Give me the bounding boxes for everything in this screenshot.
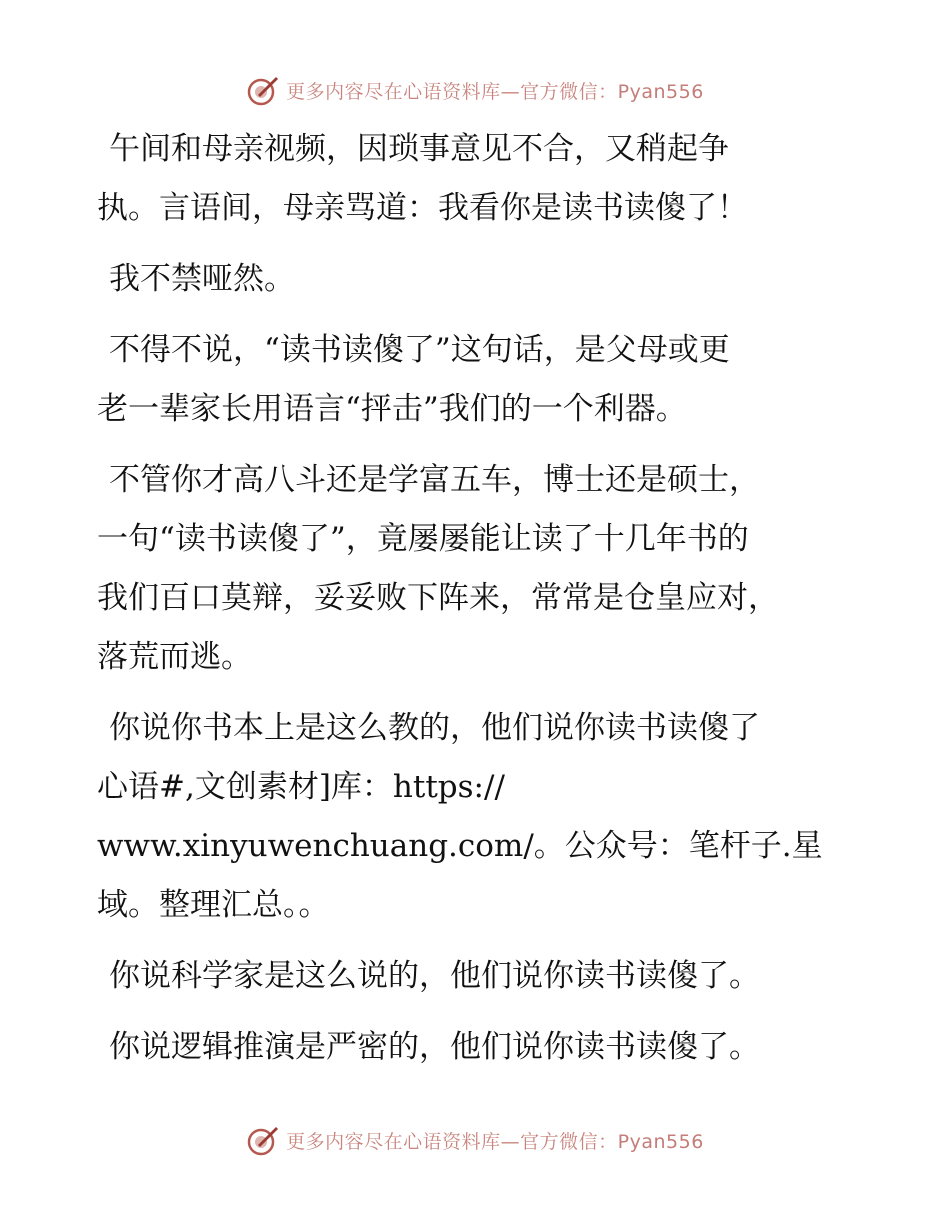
text-line: www.xinyuwenchuang.com/。公众号：笔杆子.星 xyxy=(97,828,823,864)
header-watermark xyxy=(0,70,950,110)
text-line: 老一辈家长用语言“抨击”我们的一个利器。 xyxy=(97,391,687,427)
text-line: 心语#,文创素材]库：https:// xyxy=(97,769,505,805)
paragraph xyxy=(97,699,867,935)
text-line: 不得不说，“读书读傻了”这句话，是父母或更 xyxy=(109,332,730,368)
text-line: 一句“读书读傻了”，竟屡屡能让读了十几年书的 xyxy=(97,521,749,557)
banner-text: 更多内容尽在心语资料库—官方微信： xyxy=(286,80,618,103)
document-body xyxy=(97,120,867,1089)
paragraph xyxy=(97,1018,867,1077)
wechat-id: Pyan556 xyxy=(617,1130,704,1153)
text-line: 我们百口莫辩，妥妥败下阵来，常常是仓皇应对， xyxy=(97,580,779,616)
banner-text: 更多内容尽在心语资料库—官方微信： xyxy=(286,1130,618,1153)
text-line: 午间和母亲视频，因琐事意见不合，又稍起争 xyxy=(109,131,729,167)
text-line: 落荒而逃。 xyxy=(97,639,252,675)
text-line: 执。言语间，母亲骂道：我看你是读书读傻了！ xyxy=(97,190,748,226)
paragraph xyxy=(97,250,867,309)
text-line: 我不禁哑然。 xyxy=(109,261,295,297)
footer-watermark xyxy=(0,1120,950,1160)
paragraph xyxy=(97,120,867,238)
text-line: 域。整理汇总。。 xyxy=(97,887,330,923)
paragraph xyxy=(97,947,867,1006)
text-line: 你说你书本上是这么教的，他们说你读书读傻了 xyxy=(109,710,760,746)
wechat-id: Pyan556 xyxy=(617,80,704,103)
text-line: 不管你才高八斗还是学富五车，博士还是硕士， xyxy=(109,462,760,498)
quill-seal-icon xyxy=(246,1123,280,1157)
text-line: 你说科学家是这么说的，他们说你读书读傻了。 xyxy=(109,958,760,994)
quill-seal-icon xyxy=(246,73,280,107)
paragraph xyxy=(97,321,867,439)
text-line: 你说逻辑推演是严密的，他们说你读书读傻了。 xyxy=(109,1029,760,1065)
paragraph xyxy=(97,451,867,687)
